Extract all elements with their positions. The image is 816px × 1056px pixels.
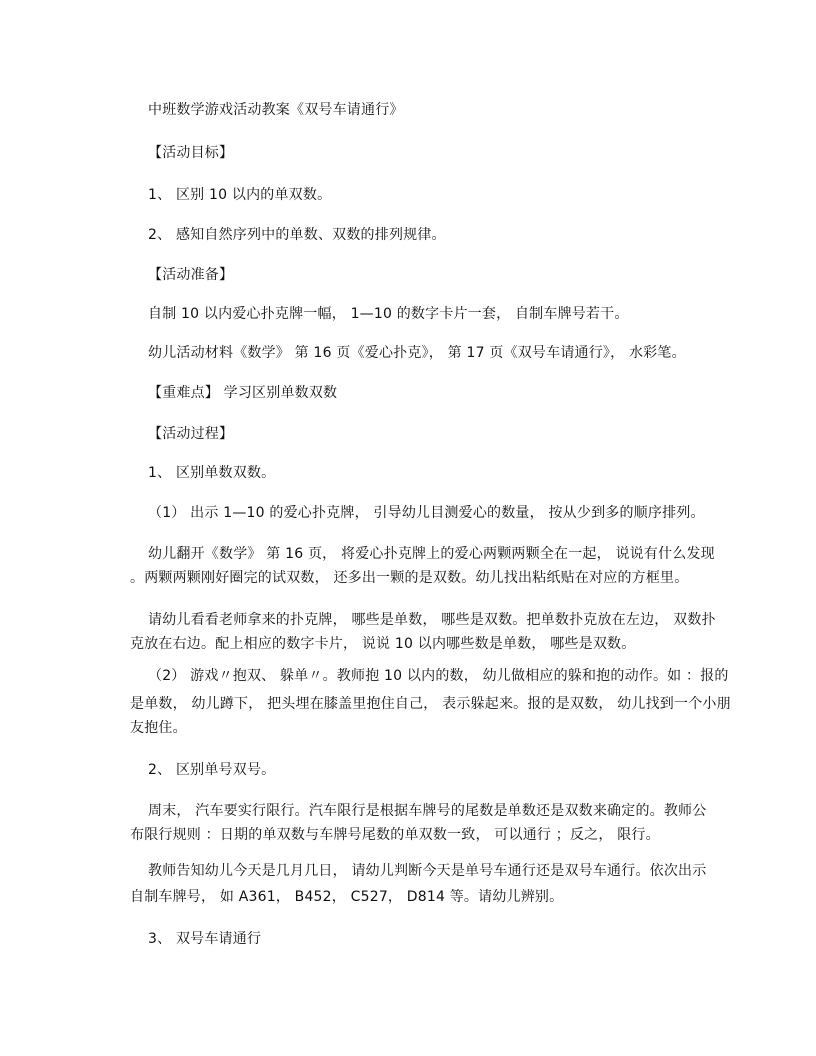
paragraph-3-line-2: 是单数， 幼儿蹲下， 把头埋在膝盖里抱住自己， 表示躲起来。报的是双数， 幼儿找到一个小朋 — [130, 696, 731, 712]
prep-item-2: 幼儿活动材料《数学》 第 16 页《爱心扑克》， 第 17 页《双号车请通行》， 水彩笔。 — [148, 345, 686, 361]
section-heading-process: 【活动过程】 — [148, 426, 234, 442]
goal-item-1: 1、 区别 10 以内的单双数。 — [148, 187, 332, 203]
section-heading-prep: 【活动准备】 — [148, 267, 234, 283]
paragraph-2-line-2: 克放在右边。配上相应的数字卡片， 说说 10 以内哪些数是单数， 哪些是双数。 — [130, 636, 636, 652]
prep-item-1: 自制 10 以内爱心扑克牌一幅， 1—10 的数字卡片一套， 自制车牌号若干。 — [148, 306, 629, 322]
paragraph-3-line-1: （2） 游戏〃抱双、 躲单〃。教师抱 10 以内的数， 幼儿做相应的躲和抱的动作。如 ：报的 — [148, 668, 729, 684]
paragraph-2-line-1: 请幼儿看看老师拿来的扑克牌， 哪些是单数， 哪些是双数。把单数扑克放在左边， 双数扑 — [148, 612, 716, 628]
paragraph-5-line-2: 自制车牌号， 如 A361， B452， C527， D814 等。请幼儿辨别。 — [130, 889, 564, 905]
paragraph-1-line-2: 。两颗两颗刚好圈完的试双数， 还多出一颗的是双数。幼儿找出粘纸贴在对应的方框里。 — [130, 570, 689, 586]
paragraph-5-line-1: 教师告知幼儿今天是几月几日， 请幼儿判断今天是单号车通行还是双号车通行。依次出示 — [148, 863, 707, 879]
process-step-3: 3、 双号车请通行 — [148, 931, 262, 947]
key-point-heading: 【重难点】 学习区别单数双数 — [148, 385, 338, 401]
paragraph-3-line-3: 友抱住。 — [130, 720, 187, 736]
process-step-1: 1、 区别单数双数。 — [148, 465, 276, 481]
goal-item-2: 2、 感知自然序列中的单数、双数的排列规律。 — [148, 227, 446, 243]
paragraph-4-line-1: 周末， 汽车要实行限行。汽车限行是根据车牌号的尾数是单数还是双数来确定的。教师公 — [148, 803, 707, 819]
process-step-1-1: （1） 出示 1—10 的爱心扑克牌， 引导幼儿目测爱心的数量， 按从少到多的顺序排列。 — [148, 505, 705, 521]
section-heading-goal: 【活动目标】 — [148, 145, 234, 161]
paragraph-4-line-2: 布限行规则 ：日期的单双数与车牌号尾数的单双数一致， 可以通行 ；反之， 限行。 — [130, 827, 660, 843]
process-step-2: 2、 区别单号双号。 — [148, 762, 276, 778]
paragraph-1-line-1: 幼儿翻开《数学》 第 16 页， 将爱心扑克牌上的爱心两颗两颗全在一起， 说说有什么发现 — [148, 546, 715, 562]
document-title: 中班数学游戏活动教案《双号车请通行》 — [148, 102, 404, 118]
